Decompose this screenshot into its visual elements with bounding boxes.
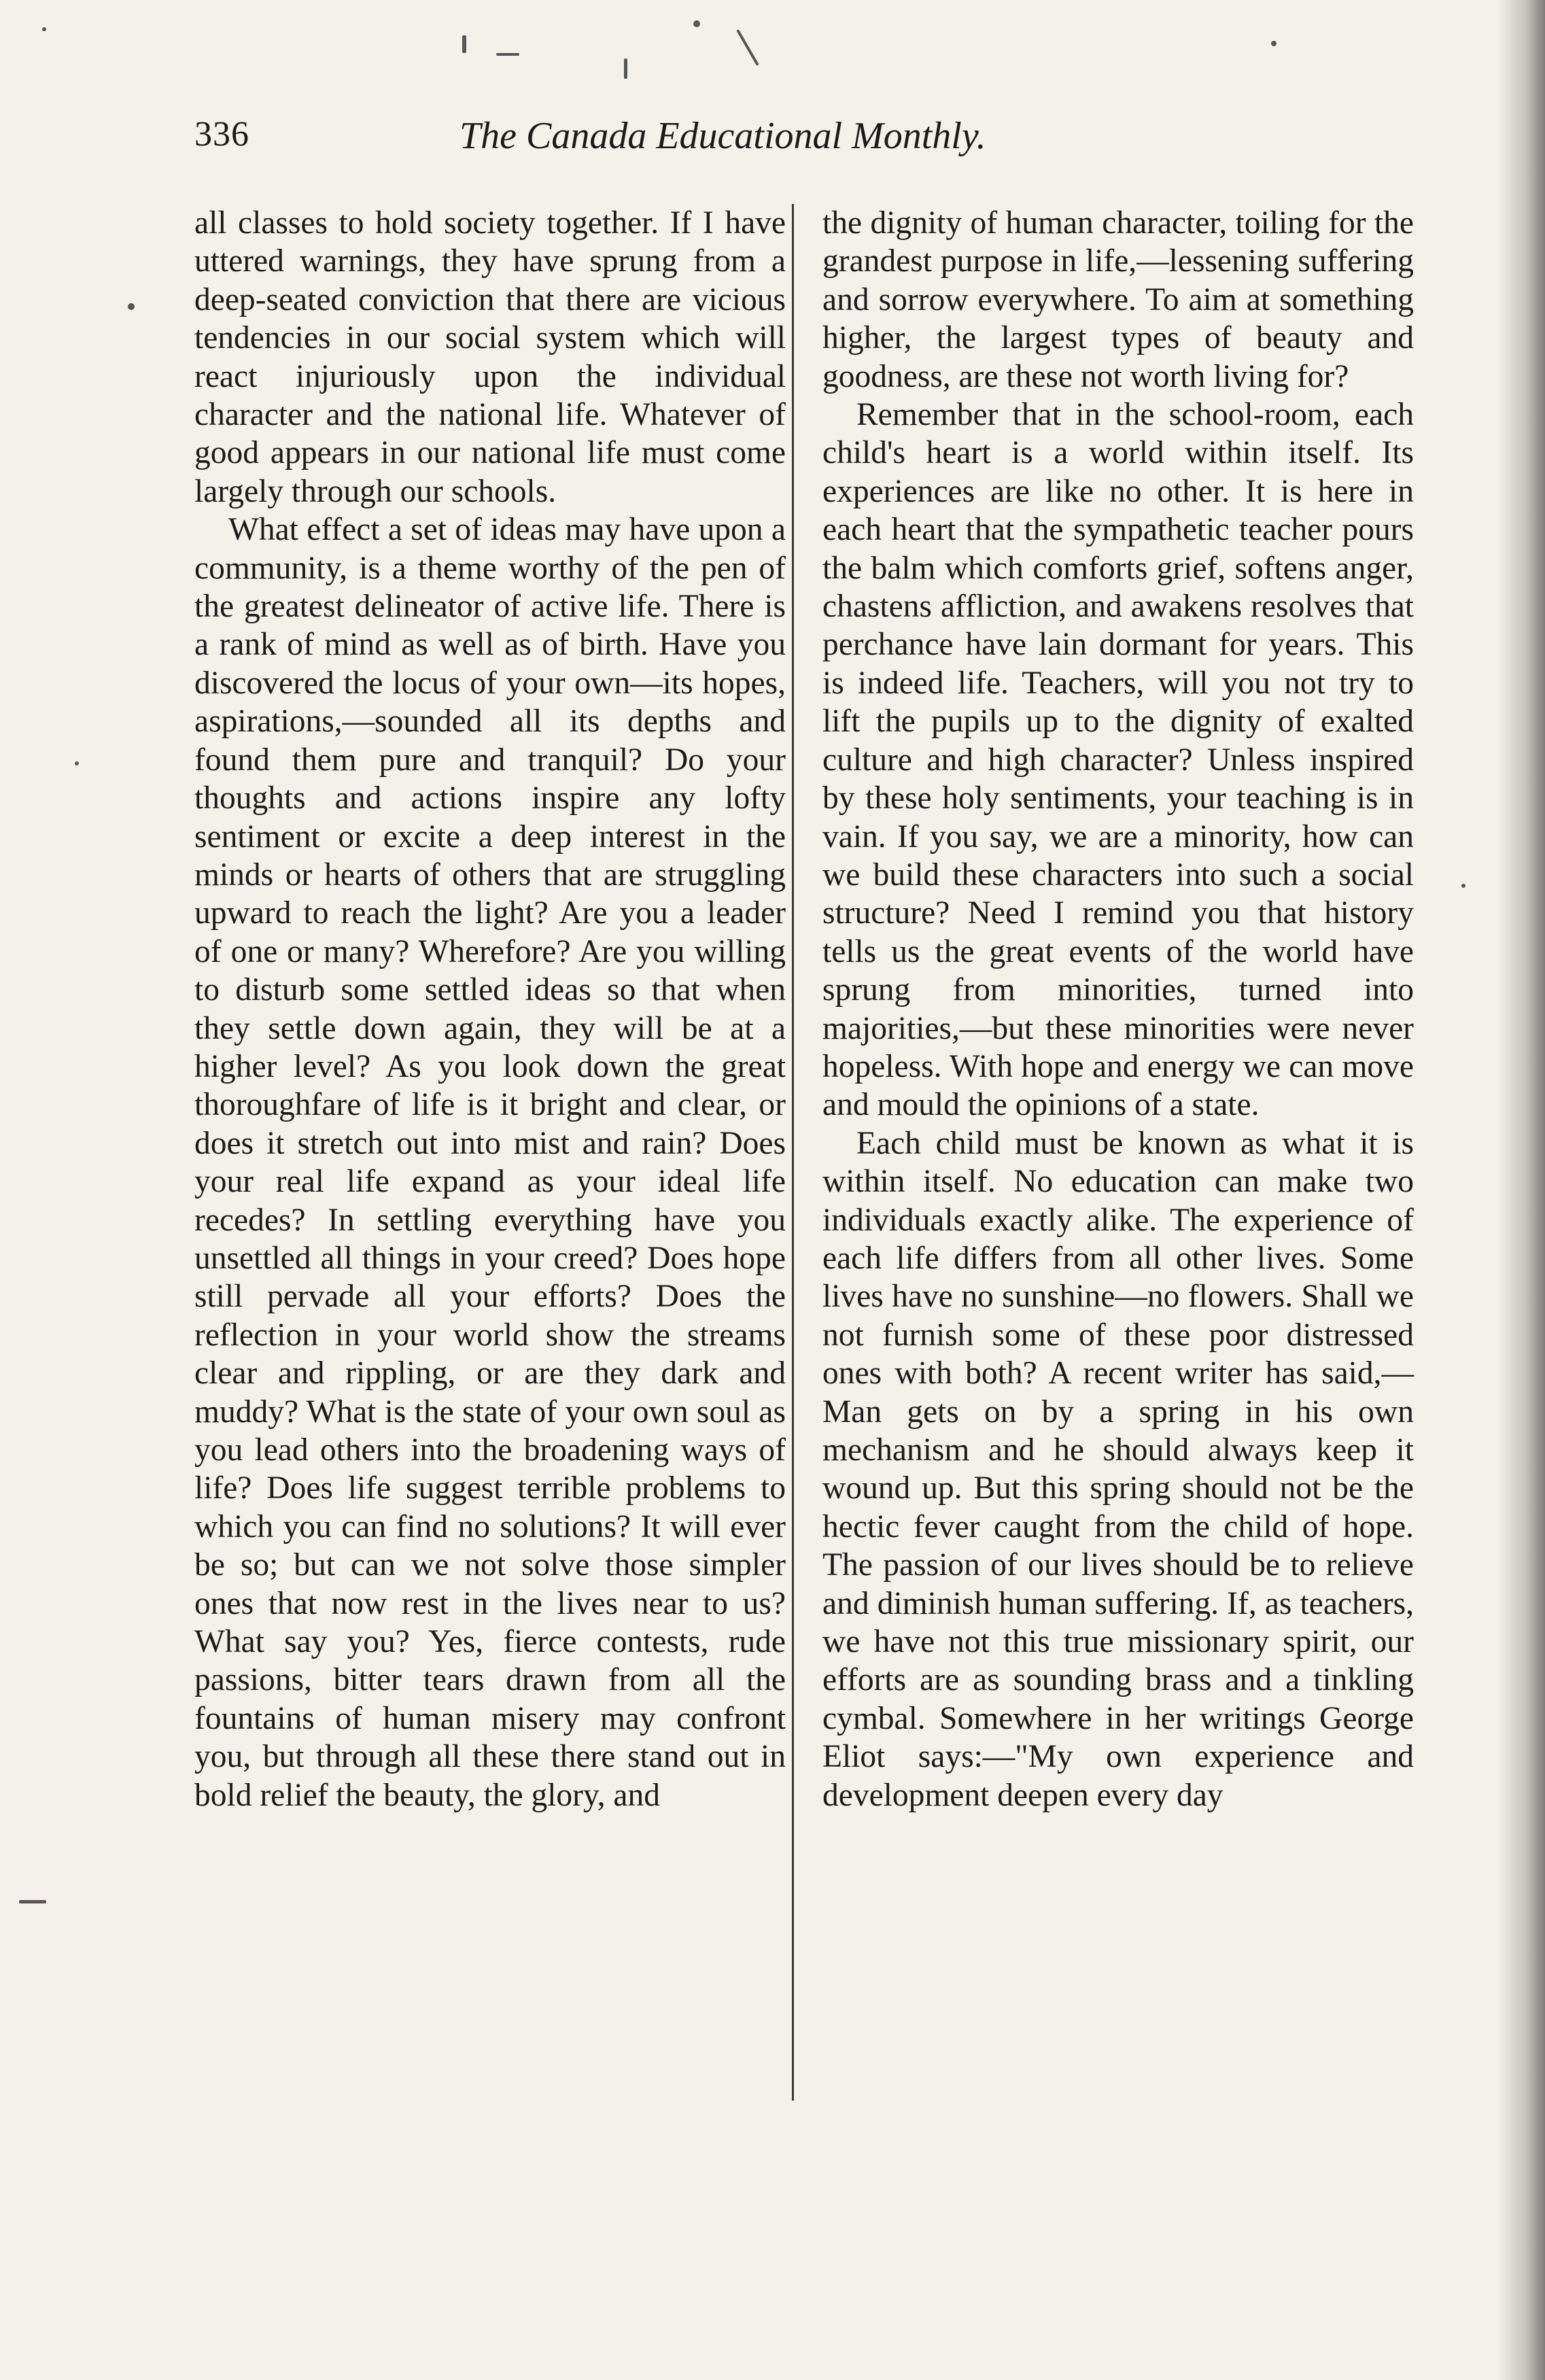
journal-title: The Canada Educational Monthly. — [459, 115, 986, 157]
scan-speck — [42, 27, 46, 31]
scan-speck — [75, 761, 79, 765]
scan-speck — [1461, 884, 1465, 888]
left-column — [194, 204, 786, 1814]
page-header — [194, 114, 1146, 175]
right-column — [822, 204, 1414, 1814]
column-divider — [792, 204, 794, 2101]
scan-speck — [736, 29, 759, 66]
left-paragraph-2: What effect a set of ideas may have upon a community, is a theme worthy of the pen of the greatest delineator of active life. There is a rank of mind as well as of birth. Have you discovered the locus of your own—its hopes, aspirations,—sounded all its depths and found them pure and tranquil? Do your thoughts and actions inspire any lofty sentiment or excite a deep interest in the minds or hearts of others that are struggling upward to reach the light? Are you a leader of one or many? Wherefore? Are you willing to disturb some settled ideas so that when they settle down again, they will be at a higher level? As you look down the great thoroughfare of life is it bright and clear, or does it stretch out into mist and rain? Does your real life expand as your ideal life recedes? In settling everything have you unsettled all things in your creed? Does hope still pervade all your efforts? Does the reflection in your world show the streams clear and rippling, or are they dark and muddy? What is the state of your own soul as you lead others into the broadening ways of life? Does life suggest terrible problems to which you can find no solutions? It will ever be so; but can we not solve those simpler ones that now rest in the lives near to us? What say you? Yes, fierce contests, rude passions, bitter tears drawn from all the fountains of human misery may confront you, but through all these there stand out in bold relief the beauty, the glory, and — [194, 512, 786, 1813]
scan-speck — [462, 35, 466, 53]
scan-speck — [624, 58, 627, 79]
scan-speck — [496, 53, 519, 56]
right-paragraph-3: Each child must be known as what it is within itself. No education can make two individuals exactly alike. The experience of each life differs from all other lives. Some lives have no sunshine—no flowers. Shall we not furnish some of these poor distressed ones with both? A recent writer has said,—Man gets on by a spring in his own mechanism and he should always keep it wound up. But this spring should not be the hectic fever caught from the child of hope. The passion of our lives should be to relieve and diminish human suffering. If, as teachers, we have not this true missionary spirit, our efforts are as sounding brass and a tinkling cymbal. Somewhere in her writings George Eliot says:—"My own experience and development deepen every day — [822, 1125, 1414, 1813]
right-paragraph-2: Remember that in the school-room, each child's heart is a world within itself. Its experiences are like no other. It is here in each heart that the sympathetic teacher pours the balm which comforts grief, softens anger, chastens affliction, and awakens resolves that perchance have lain dormant for years. This is indeed life. Teachers, will you not try to lift the pupils up to the dignity of exalted culture and high character? Unless inspired by these holy sentiments, your teaching is in vain. If you say, we are a minority, how can we build these characters into such a social structure? Need I remind you that history tells us the great events of the world have sprung from minorities, turned into majorities,—but these minorities were never hopeless. With hope and energy we can move and mould the opinions of a state. — [822, 397, 1414, 1123]
right-paragraph-1: the dignity of human character, toiling for the grandest purpose in life,—lessening suffering and sorrow everywhere. To aim at something higher, the largest types of beauty and goodness, are these not worth living for? — [822, 205, 1414, 394]
page-edge-shadow — [1497, 0, 1545, 2380]
scan-speck — [693, 20, 700, 27]
scan-speck — [19, 1900, 46, 1903]
page-number: 336 — [194, 115, 249, 154]
scan-speck — [128, 303, 135, 310]
scan-speck — [1271, 41, 1277, 46]
left-paragraph-1: all classes to hold society together. If I have uttered warnings, they have sprung from a deep-seated conviction that there are vicious tendencies in our social system which will react injuriously upon the individual character and the national life. Whatever of good appears in our national life must come largely through our schools. — [194, 205, 786, 509]
